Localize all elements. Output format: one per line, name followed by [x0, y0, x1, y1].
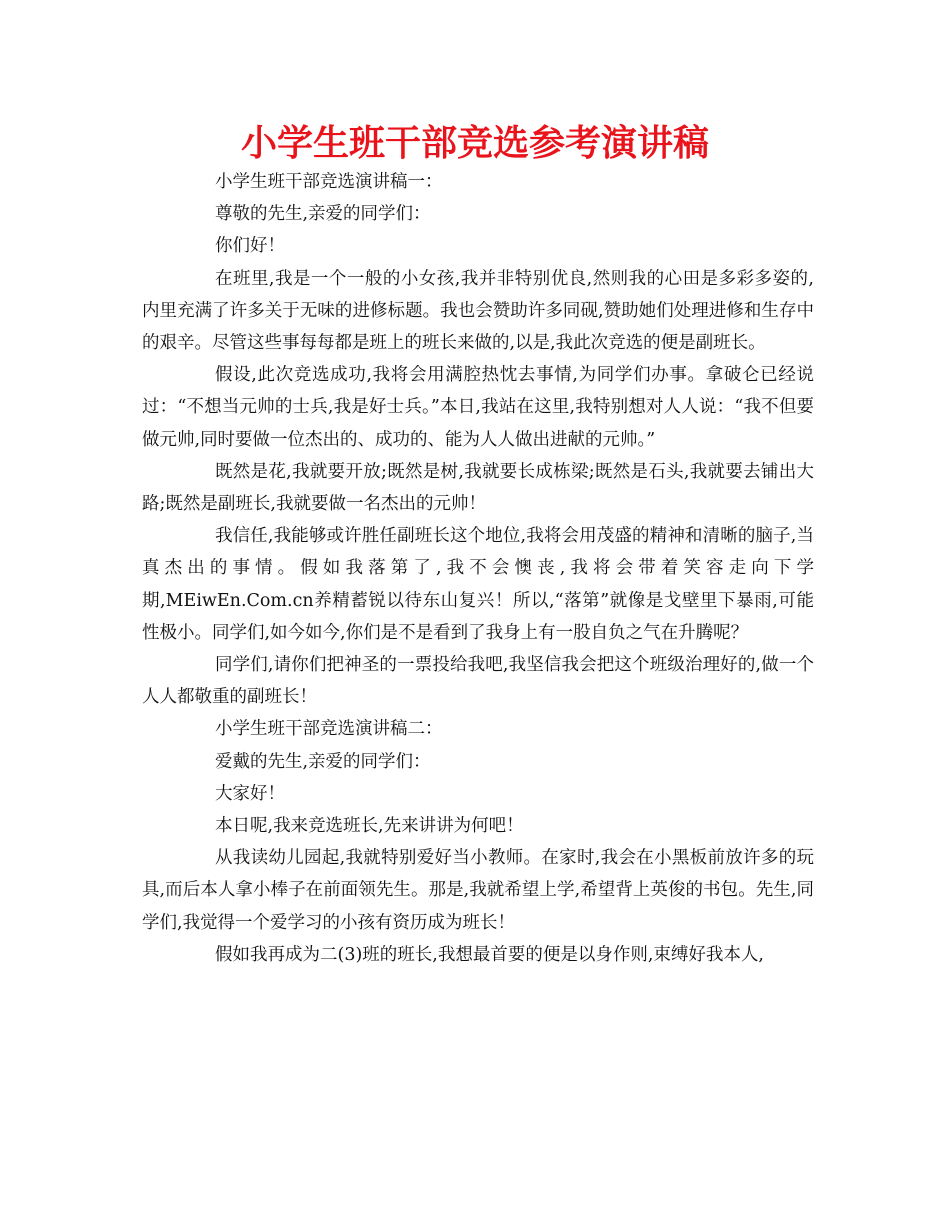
paragraph: 尊敬的先生,亲爱的同学们： [215, 204, 431, 225]
paragraph: 本日呢,我来竞选班长,先来讲讲为何吧！ [215, 816, 524, 837]
paragraph: 假如我再成为二(3)班的班长,我想最首要的便是以身作则,束缚好我本人, [215, 944, 764, 965]
paragraph: 在班里,我是一个一般的小女孩,我并非特别优良,然则我的心田是多彩多姿的,内里充满了许多关于无味的进修标题。我也会赞助许多同砚,赞助她们处理进修和生存中的艰辛。尽管这些事每每都是班上的班长来做的,以是,我此次竞选的便是副班长。 [142, 268, 814, 354]
document-title: 小学生班干部竞选参考演讲稿 [240, 123, 709, 164]
paragraph: 假设,此次竞选成功,我将会用满腔热忱去事情,为同学们办事。拿破仑已经说过：“不想当元帅的士兵,我是好士兵。”本日,我站在这里,我特别想对人人说：“我不但要做元帅,同时要做一位杰出的、成功的、能为人人做出进献的元帅。” [142, 365, 814, 450]
paragraph: 小学生班干部竞选演讲稿二： [215, 719, 443, 740]
paragraph: 从我读幼儿园起,我就特别爱好当小教师。在家时,我会在小黑板前放许多的玩具,而后本人拿小棒子在前面领先生。那是,我就希望上学,希望背上英俊的书包。先生,同学们,我觉得一个爱学习的小孩有资历成为班长！ [142, 848, 814, 933]
paragraph: 你们好！ [215, 236, 285, 257]
document-body [142, 166, 814, 971]
paragraph: 同学们,请你们把神圣的一票投给我吧,我坚信我会把这个班级治理好的,做一个人人都敬重的副班长！ [142, 655, 814, 708]
paragraph: 既然是花,我就要开放;既然是树,我就要长成栋梁;既然是石头,我就要去铺出大路;既然是副班长,我就要做一名杰出的元帅！ [142, 461, 814, 515]
paragraph: 大家好！ [215, 783, 285, 804]
paragraph: 爱戴的先生,亲爱的同学们： [215, 751, 431, 772]
paragraph: 小学生班干部竞选演讲稿一： [215, 172, 443, 192]
paragraph: 我信任,我能够或许胜任副班长这个地位,我将会用茂盛的精神和清晰的脑子,当真杰出的事情。假如我落第了,我不会懊丧,我将会带着笑容走向下学期,MEiwEn.Com.cn养精蓄锐以待东山复兴！所以,“落第”就像是戈壁里下暴雨,可能性极小。同学们,如今如今,你们是不是看到了我身上有一股自负之气在升腾呢？ [142, 526, 814, 643]
